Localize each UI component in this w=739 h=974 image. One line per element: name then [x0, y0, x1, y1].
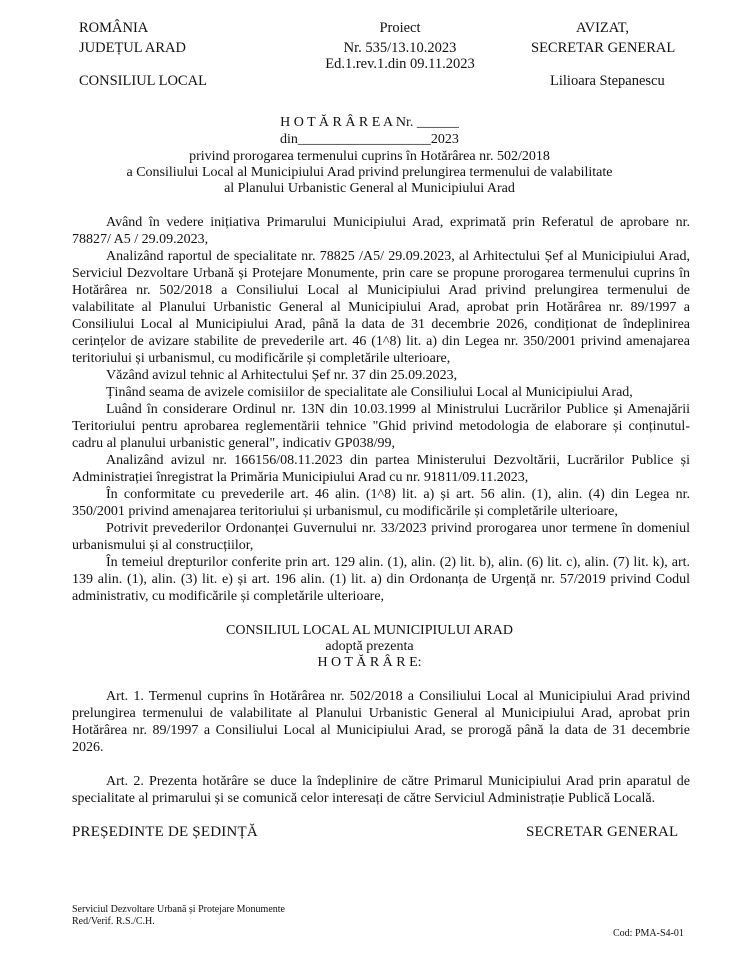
header-country: ROMÂNIA — [79, 20, 149, 36]
footer-service: Serviciul Dezvoltare Urbană și Protejare Monumente — [72, 904, 285, 915]
header-secretary-title: SECRETAR GENERAL — [531, 40, 676, 56]
decision-title: H O T Ă R Â R E A Nr. ______ — [280, 115, 459, 130]
header-edition: Ed.1.rev.1.din 09.11.2023 — [325, 56, 475, 72]
header-county: JUDEȚUL ARAD — [79, 40, 187, 56]
preamble-paragraph: În temeiul drepturilor conferite prin art. 129 alin. (1), alin. (2) lit. b), alin. (6) lit. c), alin. (7) lit. k), art. 139 alin. (1), alin. (3) lit. e) și art. 196 alin. (1) lit. a) din Ordonanța de Urgență nr. 57/2019 privind Codul administrativ, cu modificările și completările ulterioare, — [72, 555, 690, 604]
header-project: Proiect — [379, 20, 421, 36]
article-2 — [72, 773, 690, 807]
article-1 — [72, 688, 690, 756]
decision-subject-line-3: al Planului Urbanistic General al Municipiului Arad — [224, 181, 515, 196]
signature-president: PREȘEDINTE DE ȘEDINȚĂ — [72, 824, 258, 840]
adoption-heading: H O T Ă R Â R E: — [317, 655, 422, 670]
adoption-council: CONSILIUL LOCAL AL MUNICIPIULUI ARAD — [226, 623, 513, 638]
footer-reference: Red/Verif. R.S./C.H. — [72, 916, 155, 927]
preamble-paragraph: Având în vedere inițiativa Primarului Municipiului Arad, exprimată prin Referatul de aprobare nr. 78827/ A5 / 29.09.2023, — [72, 215, 690, 247]
article-1-text: Art. 1. Termenul cuprins în Hotărârea nr. 502/2018 a Consiliului Local al Municipiului Arad privind prelungirea termenului de valabilitate al Planului Urbanistic General al Municipiului Arad, aprobat prin Hotărârea nr. 89/1997 a Consiliului Local al Municipiului Arad, se prorogă până la data de 31 decembrie 2026. — [72, 689, 690, 755]
footer-code: Cod: PMA-S4-01 — [613, 928, 684, 939]
decision-subject-line-2: a Consiliului Local al Municipiului Arad privind prelungirea termenului de valabilitate — [126, 165, 613, 180]
signature-secretary: SECRETAR GENERAL — [526, 824, 679, 840]
preamble-paragraph: Analizând avizul nr. 166156/08.11.2023 din partea Ministerului Dezvoltării, Lucrărilor Publice și Administrației înregistrat la Primăria Municipiului Arad cu nr. 91811/09.11.2023, — [72, 453, 690, 485]
header-approved: AVIZAT, — [576, 20, 630, 36]
preamble-paragraph: Văzând avizul tehnic al Arhitectului Șef nr. 37 din 25.09.2023, — [106, 368, 458, 383]
decision-date: din___________________2023 — [280, 132, 459, 147]
header-council: CONSILIUL LOCAL — [79, 73, 207, 89]
header-project-number: Nr. 535/13.10.2023 — [343, 40, 457, 56]
adoption-verb: adoptă prezenta — [325, 639, 414, 654]
preamble-paragraph: Ținând seama de avizele comisiilor de specialitate ale Consiliului Local al Municipiului Arad, — [106, 385, 633, 400]
preamble-paragraph: Potrivit prevederilor Ordonanței Guvernului nr. 33/2023 privind prorogarea unor termene în domeniul urbanismului și al construcțiilor, — [72, 521, 690, 553]
preamble — [72, 214, 690, 605]
decision-subject-line-1: privind prorogarea termenului cuprins în Hotărârea nr. 502/2018 — [189, 149, 550, 164]
preamble-paragraph: Analizând raportul de specialitate nr. 78825 /A5/ 29.09.2023, al Arhitectului Șef al Municipiului Arad, Serviciul Dezvoltare Urbană și Protejare Monumente, prin care se propune prorogarea termenului cuprins în Hotărârea nr. 502/2018 a Consiliului Local al Municipiului Arad privind prelungirea termenului de valabilitate al Planului Urbanistic General al Municipiului Arad, aprobat prin Hotărârea nr. 89/1997 a Consiliului Local al Municipiului Arad, până la data de 31 decembrie 2026, condiționat de îndeplinirea cerințelor de avizare stabilite de prevederile art. 46 (1^8) lit. a) din Legea nr. 350/2001 privind amenajarea teritoriului și urbanismul, cu modificările și completările ulterioare, — [72, 249, 690, 366]
article-2-text: Art. 2. Prezenta hotărâre se duce la îndeplinire de către Primarul Municipiului Arad prin aparatul de specialitate al primarului și se comunică celor interesați de către Serviciul Administrație Publică Locală. — [72, 774, 690, 806]
preamble-paragraph: Luând în considerare Ordinul nr. 13N din 10.03.1999 al Ministrului Lucrărilor Publice și Amenajării Teritoriului pentru aprobarea reglementării tehnice "Ghid privind metodologia de elaborare și conținutul-cadru al planului urbanistic general", indicativ GP038/99, — [72, 402, 690, 451]
preamble-paragraph: În conformitate cu prevederile art. 46 alin. (1^8) lit. a) și art. 56 alin. (1), alin. (4) din Legea nr. 350/2001 privind amenajarea teritoriului și urbanismul, cu modificările și completările ulterioare, — [72, 487, 690, 519]
header-secretary-name: Lilioara Stepanescu — [550, 73, 665, 89]
